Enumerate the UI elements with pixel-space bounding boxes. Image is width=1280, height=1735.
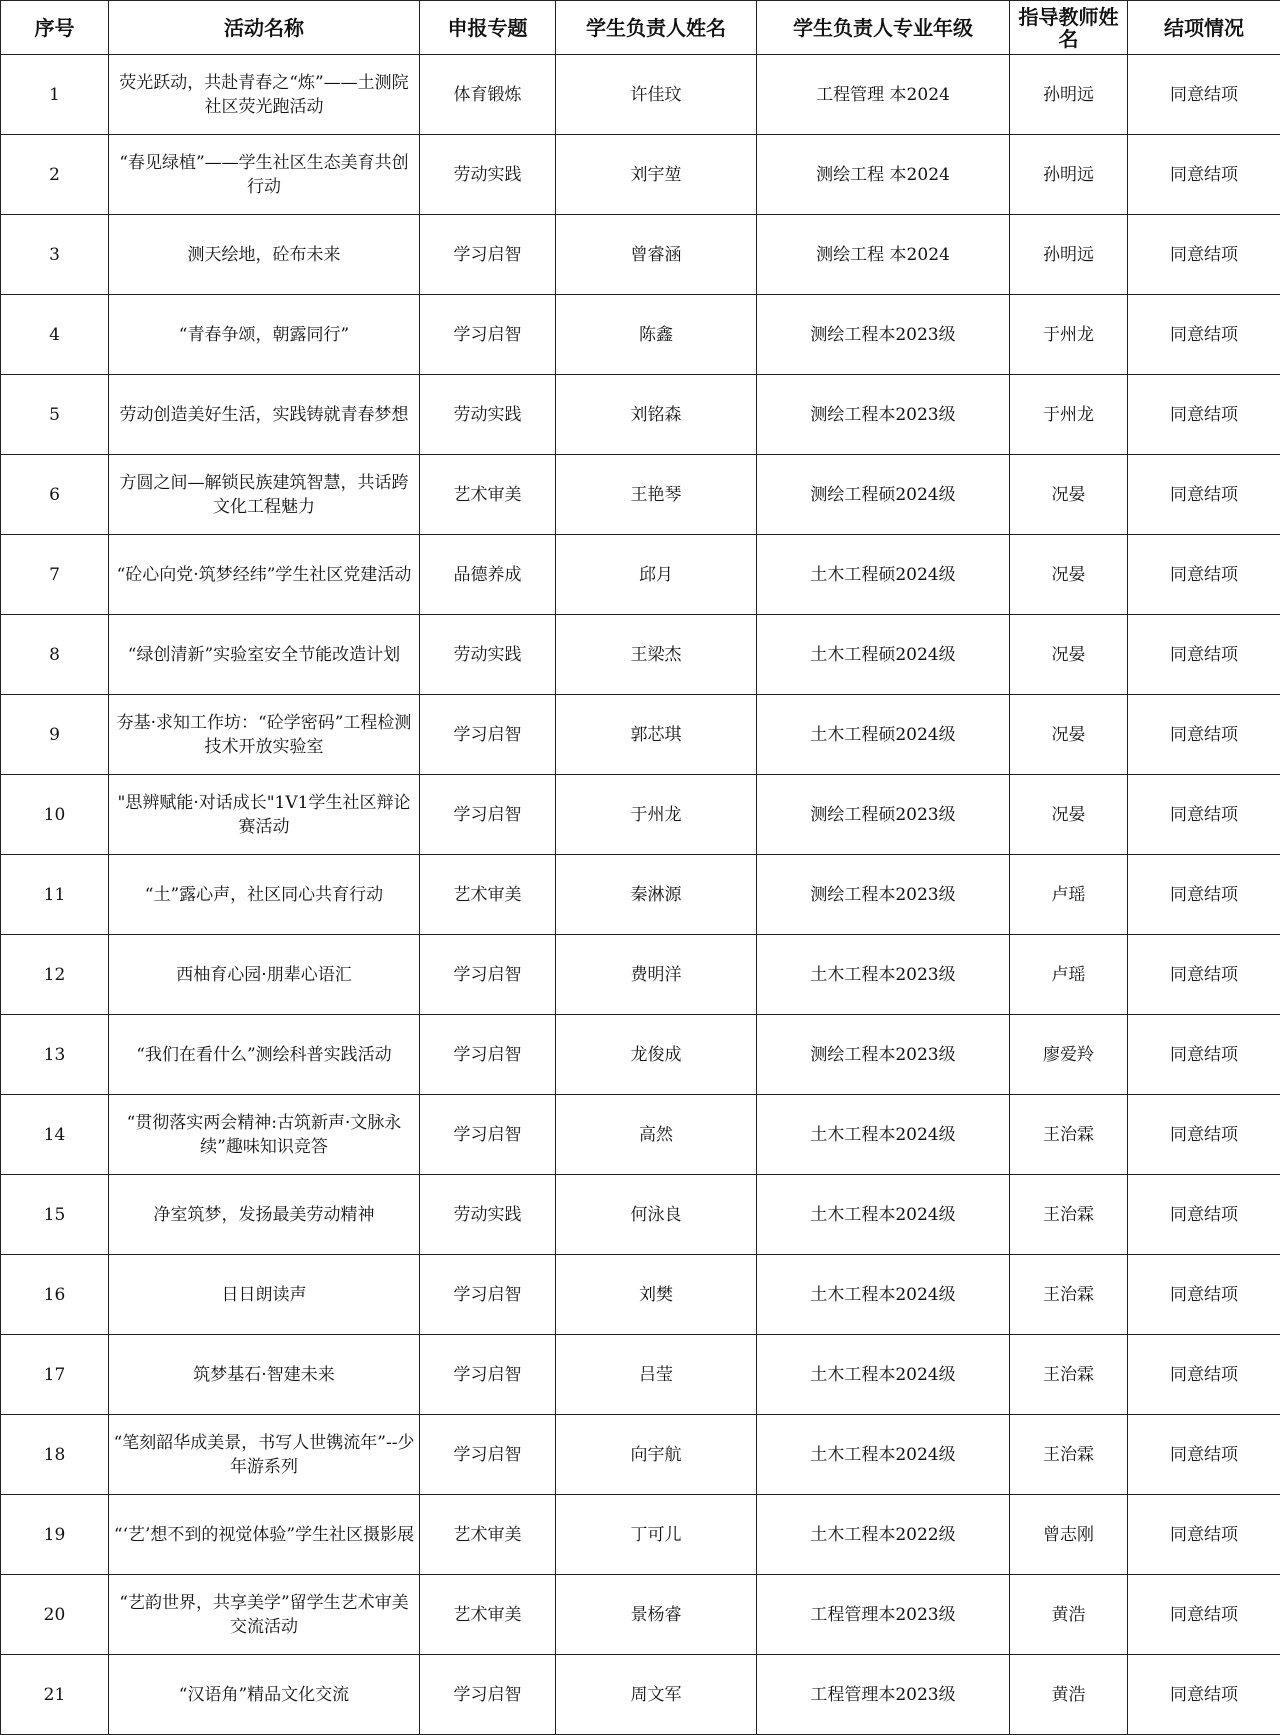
cell-activity: 净室筑梦，发扬最美劳动精神 <box>109 1175 420 1255</box>
cell-index: 19 <box>1 1495 109 1575</box>
cell-topic: 学习启智 <box>420 1255 556 1335</box>
cell-index: 7 <box>1 535 109 615</box>
cell-status: 同意结项 <box>1128 1655 1280 1735</box>
table-row <box>1 1015 1280 1095</box>
cell-status: 同意结项 <box>1128 1255 1280 1335</box>
table-row <box>1 855 1280 935</box>
cell-activity: “艺韵世界，共享美学”留学生艺术审美交流活动 <box>109 1575 420 1655</box>
cell-status: 同意结项 <box>1128 135 1280 215</box>
cell-teacher: 黄浩 <box>1010 1655 1128 1735</box>
cell-topic: 劳动实践 <box>420 375 556 455</box>
cell-topic: 学习启智 <box>420 1655 556 1735</box>
cell-topic: 艺术审美 <box>420 455 556 535</box>
cell-topic: 品德养成 <box>420 535 556 615</box>
cell-index: 9 <box>1 695 109 775</box>
cell-major: 土木工程硕2024级 <box>757 695 1010 775</box>
table-row <box>1 1335 1280 1415</box>
cell-major: 土木工程本2024级 <box>757 1335 1010 1415</box>
cell-topic: 学习启智 <box>420 935 556 1015</box>
cell-teacher: 孙明远 <box>1010 135 1128 215</box>
cell-student: 龙俊成 <box>556 1015 757 1095</box>
table-row <box>1 1415 1280 1495</box>
cell-teacher: 王治霖 <box>1010 1335 1128 1415</box>
cell-activity: “我们在看什么”测绘科普实践活动 <box>109 1015 420 1095</box>
cell-status: 同意结项 <box>1128 1015 1280 1095</box>
cell-student: 邱月 <box>556 535 757 615</box>
cell-status: 同意结项 <box>1128 295 1280 375</box>
cell-major: 测绘工程硕2023级 <box>757 775 1010 855</box>
cell-teacher: 孙明远 <box>1010 215 1128 295</box>
cell-teacher: 曾志刚 <box>1010 1495 1128 1575</box>
table-row <box>1 455 1280 535</box>
cell-topic: 艺术审美 <box>420 1495 556 1575</box>
cell-status: 同意结项 <box>1128 1415 1280 1495</box>
cell-teacher: 卢瑶 <box>1010 855 1128 935</box>
cell-topic: 学习启智 <box>420 1415 556 1495</box>
cell-activity: “绿创清新”实验室安全节能改造计划 <box>109 615 420 695</box>
header-teacher: 指导教师姓名 <box>1010 1 1128 55</box>
cell-topic: 学习启智 <box>420 775 556 855</box>
cell-status: 同意结项 <box>1128 1095 1280 1175</box>
cell-major: 土木工程本2024级 <box>757 1095 1010 1175</box>
cell-activity: 西柚育心园·朋辈心语汇 <box>109 935 420 1015</box>
table-row <box>1 1495 1280 1575</box>
cell-student: 郭芯琪 <box>556 695 757 775</box>
cell-student: 刘宇堃 <box>556 135 757 215</box>
cell-index: 11 <box>1 855 109 935</box>
cell-status: 同意结项 <box>1128 615 1280 695</box>
cell-index: 14 <box>1 1095 109 1175</box>
cell-activity: 荧光跃动，共赴青春之“炼”——土测院社区荧光跑活动 <box>109 55 420 135</box>
table-row <box>1 695 1280 775</box>
cell-status: 同意结项 <box>1128 215 1280 295</box>
cell-activity: 劳动创造美好生活，实践铸就青春梦想 <box>109 375 420 455</box>
cell-teacher: 黄浩 <box>1010 1575 1128 1655</box>
cell-teacher: 况晏 <box>1010 615 1128 695</box>
cell-index: 2 <box>1 135 109 215</box>
cell-index: 8 <box>1 615 109 695</box>
cell-student: 刘樊 <box>556 1255 757 1335</box>
cell-activity: 方圆之间—解锁民族建筑智慧，共话跨文化工程魅力 <box>109 455 420 535</box>
cell-student: 王梁杰 <box>556 615 757 695</box>
cell-teacher: 于州龙 <box>1010 375 1128 455</box>
cell-major: 土木工程本2023级 <box>757 935 1010 1015</box>
table-row <box>1 1655 1280 1735</box>
cell-index: 21 <box>1 1655 109 1735</box>
cell-teacher: 廖爱羚 <box>1010 1015 1128 1095</box>
cell-status: 同意结项 <box>1128 695 1280 775</box>
cell-status: 同意结项 <box>1128 1495 1280 1575</box>
cell-status: 同意结项 <box>1128 1575 1280 1655</box>
cell-index: 12 <box>1 935 109 1015</box>
cell-topic: 艺术审美 <box>420 855 556 935</box>
cell-topic: 劳动实践 <box>420 135 556 215</box>
cell-major: 工程管理本2023级 <box>757 1575 1010 1655</box>
cell-index: 20 <box>1 1575 109 1655</box>
cell-major: 土木工程硕2024级 <box>757 615 1010 695</box>
table-row <box>1 55 1280 135</box>
header-row <box>1 1 1280 55</box>
cell-topic: 学习启智 <box>420 695 556 775</box>
cell-student: 何泳良 <box>556 1175 757 1255</box>
cell-status: 同意结项 <box>1128 55 1280 135</box>
cell-major: 测绘工程 本2024 <box>757 215 1010 295</box>
table-row <box>1 1175 1280 1255</box>
cell-student: 许佳玟 <box>556 55 757 135</box>
header-activity: 活动名称 <box>109 1 420 55</box>
cell-student: 费明洋 <box>556 935 757 1015</box>
cell-student: 吕莹 <box>556 1335 757 1415</box>
table-row <box>1 615 1280 695</box>
cell-activity: “贯彻落实两会精神:古筑新声·文脉永续”趣味知识竞答 <box>109 1095 420 1175</box>
cell-teacher: 况晏 <box>1010 455 1128 535</box>
table-row <box>1 215 1280 295</box>
cell-student: 陈鑫 <box>556 295 757 375</box>
cell-activity: 筑梦基石·智建未来 <box>109 1335 420 1415</box>
cell-major: 测绘工程硕2024级 <box>757 455 1010 535</box>
cell-major: 工程管理本2023级 <box>757 1655 1010 1735</box>
cell-teacher: 王治霖 <box>1010 1415 1128 1495</box>
cell-index: 17 <box>1 1335 109 1415</box>
cell-student: 秦淋源 <box>556 855 757 935</box>
table-row <box>1 375 1280 455</box>
cell-major: 土木工程本2022级 <box>757 1495 1010 1575</box>
cell-teacher: 况晏 <box>1010 695 1128 775</box>
cell-student: 景杨睿 <box>556 1575 757 1655</box>
cell-status: 同意结项 <box>1128 1175 1280 1255</box>
cell-major: 测绘工程本2023级 <box>757 295 1010 375</box>
cell-teacher: 况晏 <box>1010 535 1128 615</box>
cell-status: 同意结项 <box>1128 455 1280 535</box>
cell-status: 同意结项 <box>1128 855 1280 935</box>
cell-status: 同意结项 <box>1128 935 1280 1015</box>
cell-activity: 夯基·求知工作坊：“砼学密码”工程检测技术开放实验室 <box>109 695 420 775</box>
header-major: 学生负责人专业年级 <box>757 1 1010 55</box>
cell-topic: 学习启智 <box>420 1095 556 1175</box>
cell-status: 同意结项 <box>1128 375 1280 455</box>
table-row <box>1 935 1280 1015</box>
table-row <box>1 535 1280 615</box>
cell-index: 16 <box>1 1255 109 1335</box>
cell-activity: “砼心向党·筑梦经纬”学生社区党建活动 <box>109 535 420 615</box>
cell-teacher: 王治霖 <box>1010 1095 1128 1175</box>
cell-index: 6 <box>1 455 109 535</box>
cell-student: 于州龙 <box>556 775 757 855</box>
table-body <box>1 55 1280 1735</box>
table-row <box>1 135 1280 215</box>
cell-teacher: 王治霖 <box>1010 1255 1128 1335</box>
cell-topic: 学习启智 <box>420 1015 556 1095</box>
cell-status: 同意结项 <box>1128 1335 1280 1415</box>
cell-major: 土木工程本2024级 <box>757 1415 1010 1495</box>
cell-topic: 学习启智 <box>420 295 556 375</box>
table-row <box>1 775 1280 855</box>
cell-index: 10 <box>1 775 109 855</box>
cell-activity: 测天绘地，砼布未来 <box>109 215 420 295</box>
cell-teacher: 况晏 <box>1010 775 1128 855</box>
cell-student: 丁可儿 <box>556 1495 757 1575</box>
cell-topic: 学习启智 <box>420 1335 556 1415</box>
cell-topic: 学习启智 <box>420 215 556 295</box>
header-topic: 申报专题 <box>420 1 556 55</box>
cell-index: 18 <box>1 1415 109 1495</box>
header-student: 学生负责人姓名 <box>556 1 757 55</box>
cell-activity: “青春争颂，朝露同行” <box>109 295 420 375</box>
cell-student: 王艳琴 <box>556 455 757 535</box>
cell-teacher: 孙明远 <box>1010 55 1128 135</box>
cell-teacher: 卢瑶 <box>1010 935 1128 1015</box>
cell-major: 测绘工程本2023级 <box>757 375 1010 455</box>
cell-topic: 劳动实践 <box>420 1175 556 1255</box>
cell-major: 测绘工程本2023级 <box>757 855 1010 935</box>
cell-activity: “‘艺’想不到的视觉体验”学生社区摄影展 <box>109 1495 420 1575</box>
cell-activity: “春见绿植”——学生社区生态美育共创行动 <box>109 135 420 215</box>
cell-major: 工程管理 本2024 <box>757 55 1010 135</box>
table-row <box>1 1095 1280 1175</box>
table-header <box>1 1 1280 55</box>
table-row <box>1 1575 1280 1655</box>
cell-index: 3 <box>1 215 109 295</box>
cell-topic: 劳动实践 <box>420 615 556 695</box>
cell-student: 高然 <box>556 1095 757 1175</box>
cell-topic: 体育锻炼 <box>420 55 556 135</box>
cell-major: 土木工程硕2024级 <box>757 535 1010 615</box>
cell-student: 刘铭森 <box>556 375 757 455</box>
cell-activity: “笔刻韶华成美景，书写人世镌流年”--少年游系列 <box>109 1415 420 1495</box>
cell-student: 向宇航 <box>556 1415 757 1495</box>
cell-student: 曾睿涵 <box>556 215 757 295</box>
cell-major: 土木工程本2024级 <box>757 1255 1010 1335</box>
cell-teacher: 于州龙 <box>1010 295 1128 375</box>
cell-major: 土木工程本2024级 <box>757 1175 1010 1255</box>
cell-status: 同意结项 <box>1128 775 1280 855</box>
cell-index: 15 <box>1 1175 109 1255</box>
header-status: 结项情况 <box>1128 1 1280 55</box>
table-row <box>1 1255 1280 1335</box>
cell-index: 4 <box>1 295 109 375</box>
cell-activity: “土”露心声，社区同心共育行动 <box>109 855 420 935</box>
cell-index: 13 <box>1 1015 109 1095</box>
cell-index: 5 <box>1 375 109 455</box>
table-row <box>1 295 1280 375</box>
cell-activity: "思辨赋能·对话成长"1V1学生社区辩论赛活动 <box>109 775 420 855</box>
cell-status: 同意结项 <box>1128 535 1280 615</box>
header-index: 序号 <box>1 1 109 55</box>
cell-student: 周文军 <box>556 1655 757 1735</box>
cell-activity: 日日朗读声 <box>109 1255 420 1335</box>
cell-major: 测绘工程 本2024 <box>757 135 1010 215</box>
cell-index: 1 <box>1 55 109 135</box>
cell-teacher: 王治霖 <box>1010 1175 1128 1255</box>
cell-topic: 艺术审美 <box>420 1575 556 1655</box>
cell-activity: “汉语角”精品文化交流 <box>109 1655 420 1735</box>
cell-major: 测绘工程本2023级 <box>757 1015 1010 1095</box>
